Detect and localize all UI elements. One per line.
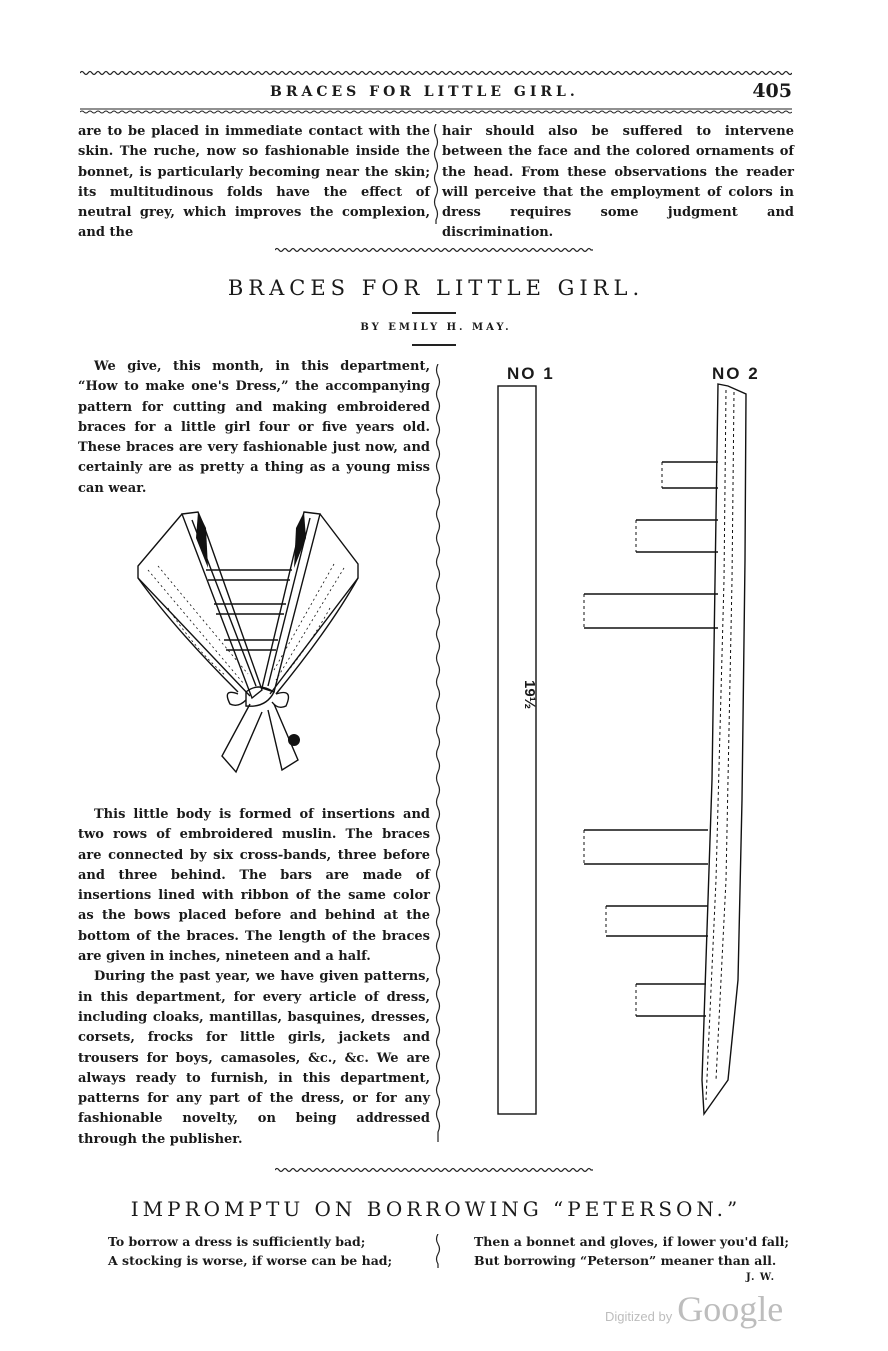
- watermark-brand: Google: [677, 1289, 784, 1329]
- google-watermark: [605, 1288, 783, 1330]
- top-column-separator: [432, 124, 440, 224]
- pattern-label-no1: NO 1: [507, 364, 555, 383]
- article-column-separator: [434, 364, 442, 1142]
- pattern-tab-2: [636, 520, 718, 552]
- pattern-piece-no1: [498, 386, 536, 1114]
- article-intro: [78, 357, 430, 499]
- section-divider-bottom: [275, 1167, 593, 1173]
- article-paragraph-1: We give, this month, in this department, “How to make one's Dress,” the accompanying pattern for cutting and making embroidered braces for a little girl four or five years old. These braces are very fashionable just now, and certainly are as pretty a thing as a young miss can wear.: [78, 359, 430, 496]
- top-right-paragraph: hair should also be suffered to intervene between the face and the colored ornaments of the head. From these observations the reader will perceive that the employment of colors in dress requires some judgment and discrimination.: [442, 124, 794, 241]
- article-body: [78, 805, 430, 1150]
- article-paragraph-3: During the past year, we have given patterns, in this department, for every article of dress, including cloaks, mantillas, basquines, dresses, corsets, frocks for little girls, jackets and trousers for boys, camasoles, &c., &c. We are always ready to furnish, in this department, patterns for any part of the dress, or for any fashionable novelty, on being addressed through the publisher.: [78, 969, 430, 1147]
- byline-underline: [412, 344, 456, 346]
- poem-separator: [434, 1234, 442, 1268]
- poem-signature: J. W.: [746, 1272, 776, 1283]
- poem-left: [108, 1232, 392, 1270]
- poem-line-1: To borrow a dress is sufficiently bad;: [108, 1234, 366, 1249]
- pattern-tab-5: [606, 906, 708, 936]
- header-top-rule: [80, 70, 792, 76]
- watermark-prefix: Digitized by: [605, 1309, 673, 1324]
- pattern-tab-6: [636, 984, 706, 1016]
- top-text-right: [442, 122, 794, 244]
- top-left-paragraph: are to be placed in immediate contact with the skin. The ruche, now so fashionable inside the bonnet, is particularly becoming near the skin; its multitudinous folds have the effect of neutral grey, which improves the complexion, and the: [78, 124, 430, 241]
- running-head: [80, 82, 792, 106]
- pattern-measurement: 19½: [521, 680, 538, 710]
- running-head-title: BRACES FOR LITTLE GIRL.: [270, 84, 579, 100]
- page-number: 405: [752, 80, 792, 102]
- poem-title: IMPROMPTU ON BORROWING “PETERSON.”: [130, 1197, 742, 1221]
- poem-line-3: Then a bonnet and gloves, if lower you'd fall;: [474, 1234, 790, 1249]
- poem-right: [474, 1232, 789, 1270]
- pattern-tab-3: [584, 594, 718, 628]
- pattern-tab-4: [584, 830, 708, 864]
- poem-line-4: But borrowing “Peterson” meaner than all.: [474, 1253, 777, 1268]
- pattern-label-no2: NO 2: [712, 364, 760, 383]
- top-text-left: [78, 122, 430, 244]
- article-paragraph-2: This little body is formed of insertions and two rows of embroidered muslin. The braces are connected by six cross-bands, three before and three behind. The bars are made of insertions lined with ribbon of the same color as the bows placed before and behind at the bottom of the braces. The length of the braces are given in inches, nineteen and a half.: [78, 807, 430, 965]
- pattern-diagram: [490, 380, 760, 1120]
- title-underline: [412, 312, 456, 314]
- braces-illustration: [134, 508, 364, 788]
- pattern-piece-no2: [702, 384, 746, 1114]
- section-divider-top: [275, 247, 593, 253]
- article-title: BRACES FOR LITTLE GIRL.: [227, 276, 645, 300]
- article-byline: BY EMILY H. MAY.: [360, 322, 512, 333]
- poem-line-2: A stocking is worse, if worse can be had;: [108, 1253, 393, 1268]
- header-bottom-rule: [80, 108, 792, 114]
- pattern-tab-1: [662, 462, 718, 488]
